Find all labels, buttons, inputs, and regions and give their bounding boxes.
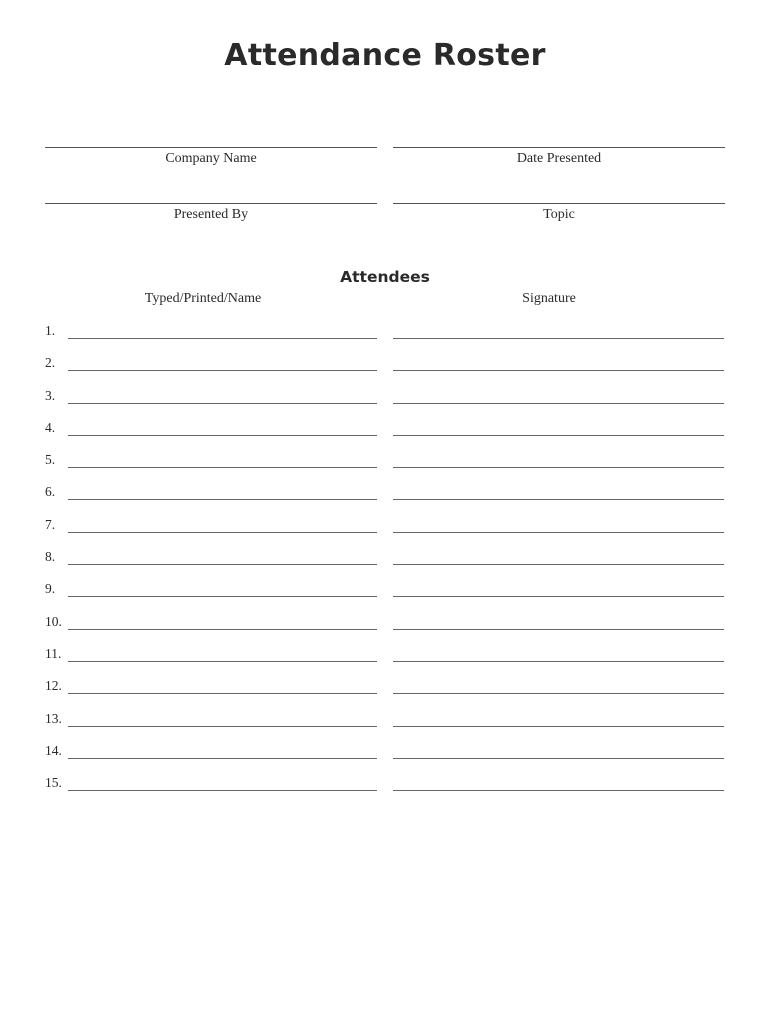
row-number: 8. xyxy=(45,549,56,565)
attendee-signature-line[interactable] xyxy=(393,370,724,371)
attendee-signature-line[interactable] xyxy=(393,338,724,339)
attendee-row xyxy=(0,677,770,709)
attendee-name-line[interactable] xyxy=(68,435,377,436)
attendee-row xyxy=(0,354,770,386)
attendee-row xyxy=(0,483,770,515)
row-number: 15. xyxy=(45,775,62,791)
attendee-row xyxy=(0,548,770,580)
attendee-row xyxy=(0,774,770,806)
attendee-row xyxy=(0,742,770,774)
attendee-row xyxy=(0,451,770,483)
attendee-row xyxy=(0,645,770,677)
row-number: 1. xyxy=(45,323,56,338)
attendee-name-line[interactable] xyxy=(68,403,377,404)
attendee-signature-line[interactable] xyxy=(393,661,724,662)
attendee-signature-line[interactable] xyxy=(393,435,724,436)
date-presented-line[interactable] xyxy=(393,147,725,148)
attendee-name-line[interactable] xyxy=(68,532,377,533)
attendee-signature-line[interactable] xyxy=(393,629,724,630)
attendee-row xyxy=(0,613,770,645)
row-number: 5. xyxy=(45,452,56,468)
attendee-name-line[interactable] xyxy=(68,370,377,371)
date-presented-field[interactable] xyxy=(393,147,725,177)
row-number: 2. xyxy=(45,355,56,371)
attendee-name-line[interactable] xyxy=(68,596,377,597)
attendee-row xyxy=(0,322,770,354)
topic-field[interactable] xyxy=(393,203,725,233)
row-number: 6. xyxy=(45,484,56,500)
company-name-label: Company Name xyxy=(165,151,257,166)
attendee-signature-line[interactable] xyxy=(393,758,724,759)
attendee-name-line[interactable] xyxy=(68,661,377,662)
presented-by-line[interactable] xyxy=(45,203,377,204)
attendee-name-line[interactable] xyxy=(68,790,377,791)
attendee-row xyxy=(0,580,770,612)
attendee-row xyxy=(0,387,770,419)
attendee-signature-line[interactable] xyxy=(393,790,724,791)
row-number: 11. xyxy=(45,645,62,661)
row-number: 12. xyxy=(45,678,62,694)
attendee-name-line[interactable] xyxy=(68,564,377,565)
attendee-name-line[interactable] xyxy=(68,499,377,500)
attendee-name-line[interactable] xyxy=(68,758,377,759)
row-number: 10. xyxy=(45,613,62,629)
attendee-row xyxy=(0,419,770,451)
attendee-row xyxy=(0,710,770,742)
row-number: 9. xyxy=(45,581,56,597)
attendee-signature-line[interactable] xyxy=(393,693,724,694)
attendee-signature-line[interactable] xyxy=(393,726,724,727)
attendee-list xyxy=(0,322,770,806)
row-number: 13. xyxy=(45,710,62,726)
attendee-name-line[interactable] xyxy=(68,629,377,630)
attendee-name-line[interactable] xyxy=(68,726,377,727)
company-name-line[interactable] xyxy=(45,147,377,148)
attendee-signature-line[interactable] xyxy=(393,467,724,468)
name-column-header: Typed/Printed/Name xyxy=(144,291,262,306)
signature-column-header: Signature xyxy=(522,291,576,306)
row-number: 3. xyxy=(45,387,56,403)
attendee-name-line[interactable] xyxy=(68,467,377,468)
presented-by-label: Presented By xyxy=(173,207,249,222)
attendee-row xyxy=(0,516,770,548)
row-number: 4. xyxy=(45,419,56,435)
attendee-name-line[interactable] xyxy=(68,338,377,339)
attendee-signature-line[interactable] xyxy=(393,564,724,565)
page-title: Attendance Roster xyxy=(224,38,546,73)
attendee-name-line[interactable] xyxy=(68,693,377,694)
row-number: 7. xyxy=(45,516,56,532)
attendee-signature-line[interactable] xyxy=(393,499,724,500)
attendees-heading: Attendees xyxy=(340,268,430,286)
topic-label: Topic xyxy=(543,207,575,222)
attendee-signature-line[interactable] xyxy=(393,596,724,597)
attendee-signature-line[interactable] xyxy=(393,403,724,404)
row-number: 14. xyxy=(45,742,62,758)
topic-line[interactable] xyxy=(393,203,725,204)
presented-by-field[interactable] xyxy=(45,203,377,233)
date-presented-label: Date Presented xyxy=(516,151,602,166)
company-name-field[interactable] xyxy=(45,147,377,177)
attendee-signature-line[interactable] xyxy=(393,532,724,533)
